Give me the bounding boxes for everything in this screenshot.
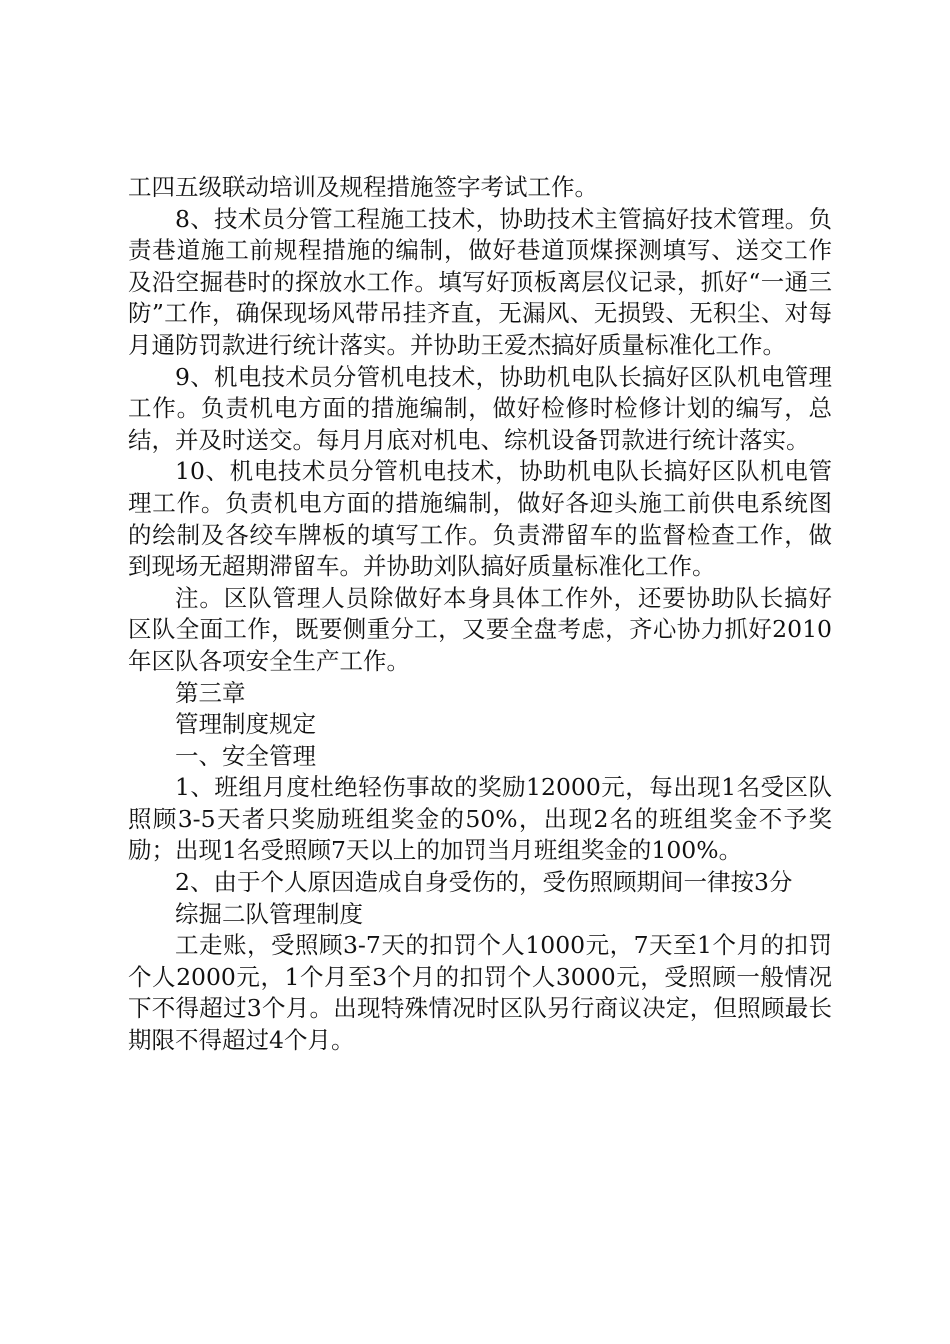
paragraph-12: 工走账，受照顾3-7天的扣罚个人1000元，7天至1个月的扣罚个人2000元，1个月至3个月的扣罚个人3000元，受照顾一般情况下不得超过3个月。出现特殊情况时区队另行商议决定，但照顾最长期限不得超过4个月。 [128, 931, 832, 1055]
paragraph-10: 2、由于个人原因造成自身受伤的，受伤照顾期间一律按3分 [175, 868, 793, 897]
paragraph-1: 工四五级联动培训及规程措施签字考试工作。 [128, 173, 598, 201]
paragraph-3: 9、机电技术员分管机电技术，协助机电队长搞好区队机电管理工作。负责机电方面的措施编制，做好检修时检修计划的编写，总结，并及时送交。每月月底对机电、综机设备罚款进行统计落实。 [128, 362, 832, 454]
chapter-heading: 第三章 [175, 678, 246, 707]
paragraph-2: 8、技术员分管工程施工技术，协助技术主管搞好技术管理。负责巷道施工前规程措施的编制，做好巷道顶煤探测填写、送交工作及沿空掘巷时的探放水工作。填写好顶板离层仪记录，抓好“一通三防”工作，确保现场风带吊挂齐直，无漏风、无损毁、无积尘、对每月通防罚款进行统计落实。并协助王爱杰搞好质量标准化工作。 [128, 204, 832, 359]
paragraph-9: 1、班组月度杜绝轻伤事故的奖励12000元，每出现1名受区队照顾3-5天者只奖励班组奖金的50%，出现2名的班组奖金不予奖励；出现1名受照顾7天以上的加罚当月班组奖金的100%。 [128, 773, 832, 865]
chapter-title: 管理制度规定 [175, 710, 316, 739]
document-title-line: 综掘二队管理制度 [175, 899, 363, 928]
document-page [128, 172, 832, 1057]
section-heading: 一、安全管理 [175, 741, 316, 770]
paragraph-4: 10、机电技术员分管机电技术，协助机电队长搞好区队机电管理工作。负责机电方面的措施编制，做好各迎头施工前供电系统图的绘制及各绞车牌板的填写工作。负责滞留车的监督检查工作，做到现场无超期滞留车。并协助刘队搞好质量标准化工作。 [128, 457, 832, 581]
paragraph-5-note: 注。区队管理人员除做好本身具体工作外，还要协助队长搞好区队全面工作，既要侧重分工，又要全盘考虑，齐心协力抓好2010年区队各项安全生产工作。 [128, 583, 832, 675]
